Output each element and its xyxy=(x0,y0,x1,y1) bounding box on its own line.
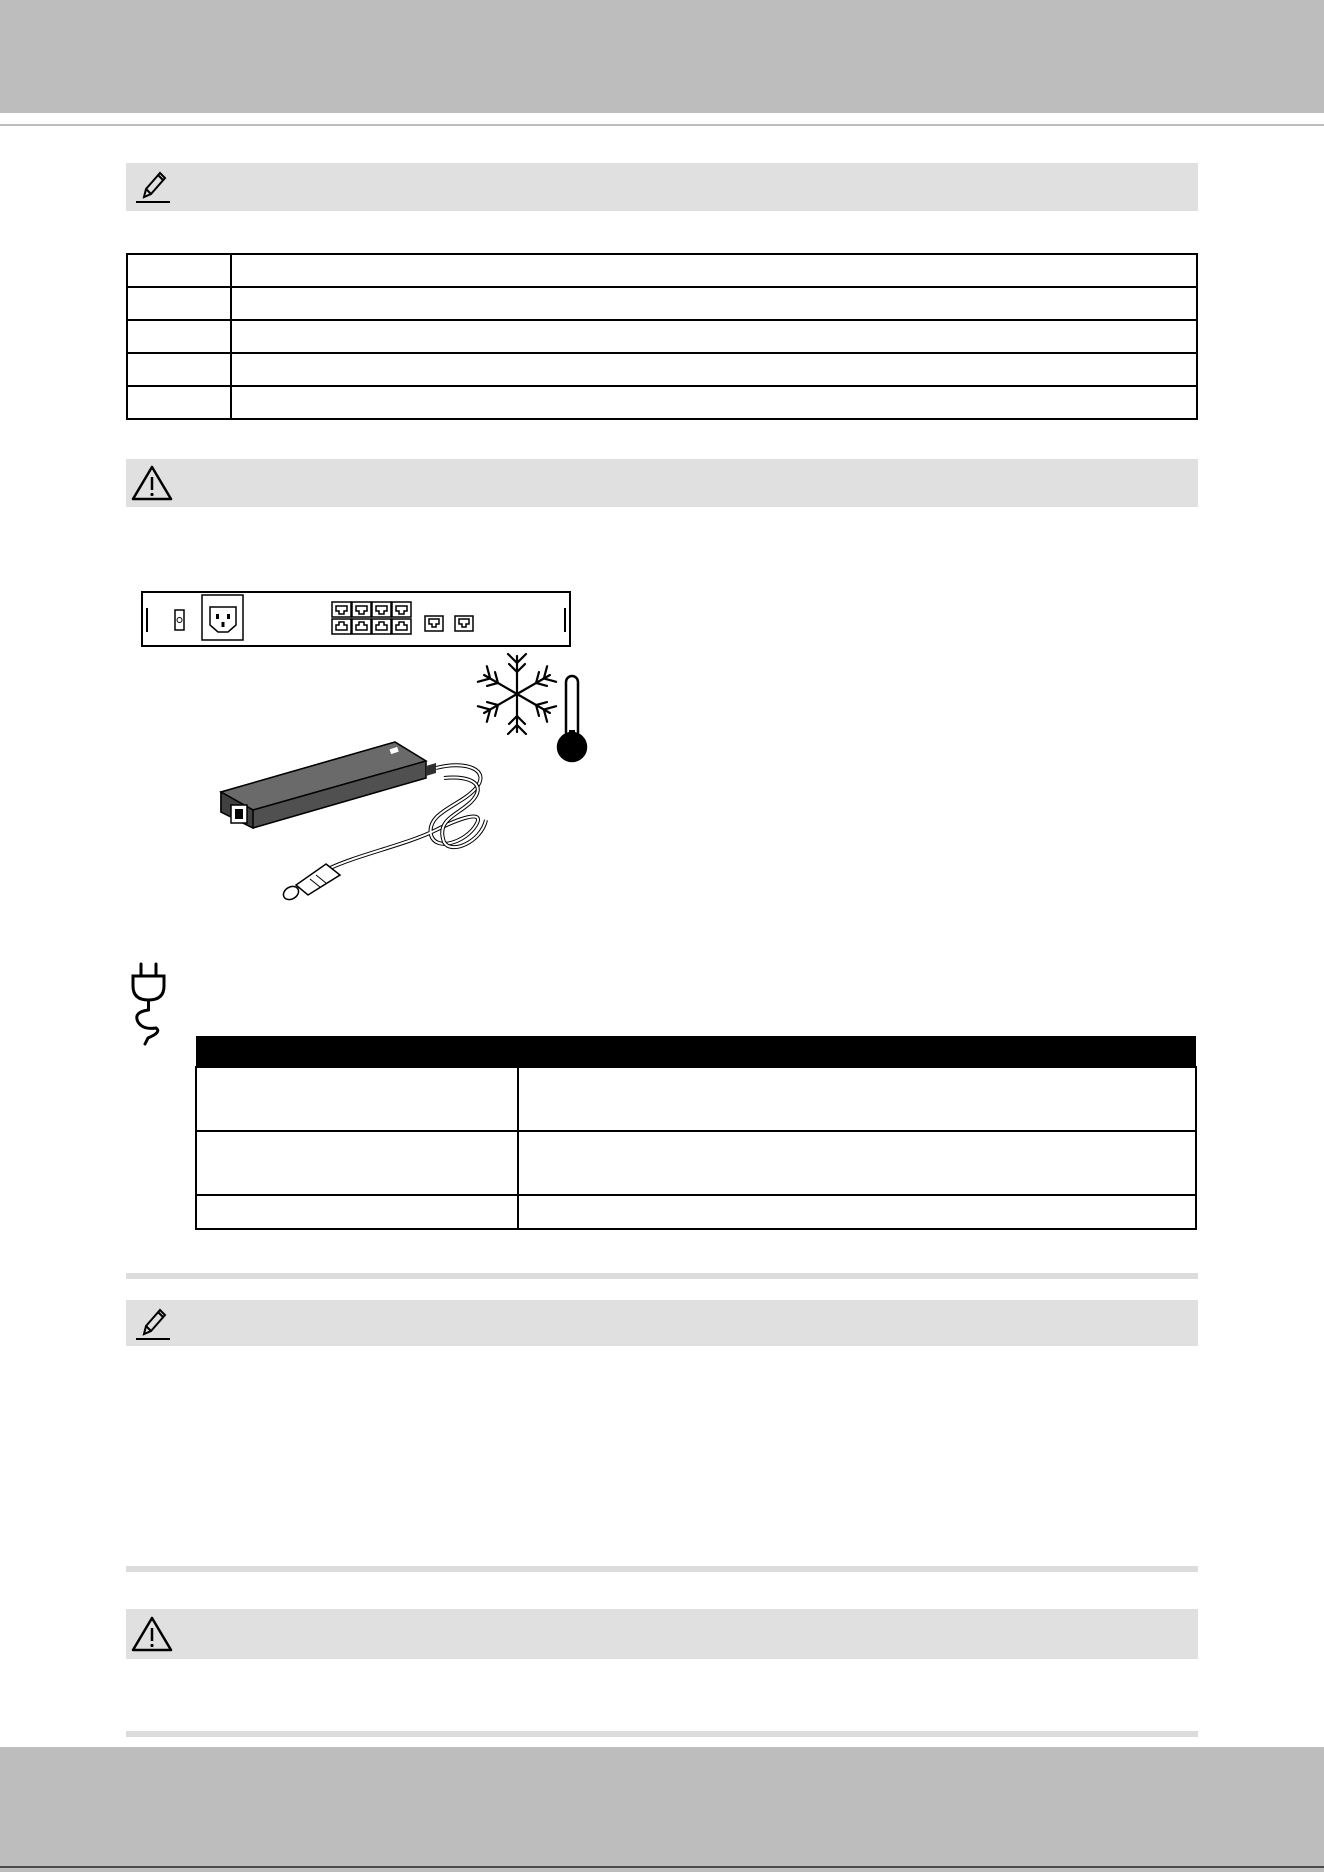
table-row xyxy=(196,1131,1196,1195)
table-cell xyxy=(231,386,1197,419)
table-row xyxy=(127,254,1197,287)
table-cell xyxy=(231,320,1197,353)
table-header-cell xyxy=(196,1036,518,1067)
table-row xyxy=(127,386,1197,419)
table-header-cell xyxy=(518,1036,1196,1067)
table-cell xyxy=(231,254,1197,287)
table-cell xyxy=(127,353,231,386)
table-cell xyxy=(518,1067,1196,1131)
table-cell xyxy=(127,320,231,353)
caution-bar-2 xyxy=(126,1609,1198,1659)
page-header-band xyxy=(0,0,1324,113)
note-bar-1 xyxy=(126,163,1198,211)
section-divider xyxy=(126,1731,1198,1737)
table-row xyxy=(127,353,1197,386)
table-cell xyxy=(127,287,231,320)
table-cell xyxy=(196,1131,518,1195)
table-cell xyxy=(127,254,231,287)
table-cell xyxy=(231,353,1197,386)
page-footer-band xyxy=(0,1747,1324,1872)
table-cell xyxy=(518,1195,1196,1229)
snowflake-icon xyxy=(478,654,556,734)
table-row xyxy=(196,1067,1196,1131)
section-divider xyxy=(126,1273,1198,1279)
table-row xyxy=(127,287,1197,320)
power-plug-icon xyxy=(128,960,170,1048)
power-adapter xyxy=(221,742,486,902)
table-cell xyxy=(518,1131,1196,1195)
warning-triangle-icon xyxy=(130,463,174,503)
table-header-row xyxy=(196,1036,1196,1067)
power-table xyxy=(195,1036,1197,1230)
section-divider xyxy=(126,1566,1198,1572)
device-illustration xyxy=(126,580,606,920)
info-table xyxy=(126,253,1198,420)
table-row xyxy=(196,1195,1196,1229)
table-cell xyxy=(231,287,1197,320)
thermometer-icon xyxy=(558,676,586,761)
table-row xyxy=(127,320,1197,353)
note-bar-2 xyxy=(126,1300,1198,1346)
header-divider xyxy=(0,124,1324,126)
footer-divider xyxy=(0,1866,1324,1868)
caution-bar-1 xyxy=(126,459,1198,507)
pencil-icon xyxy=(130,167,174,207)
table-cell xyxy=(196,1195,518,1229)
table-cell xyxy=(127,386,231,419)
warning-triangle-icon xyxy=(130,1614,174,1654)
table-cell xyxy=(196,1067,518,1131)
pencil-icon xyxy=(130,1304,174,1344)
